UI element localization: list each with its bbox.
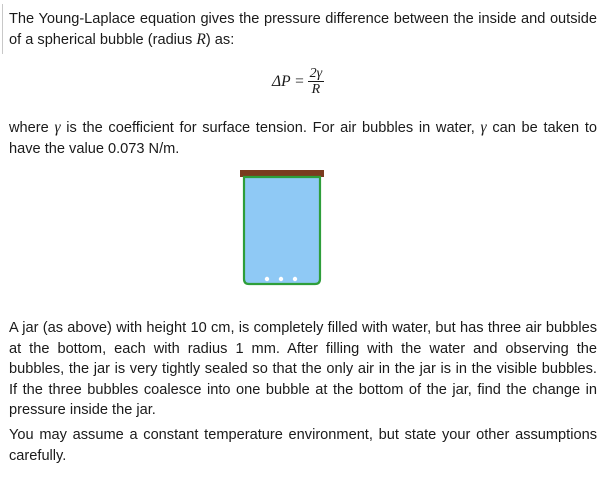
equation-fraction bbox=[308, 66, 325, 98]
jar-figure bbox=[239, 169, 325, 291]
intro-text-start: The Young-Laplace equation gives the pressure difference between the inside and outside of a spherical bubble (radius bbox=[9, 11, 597, 48]
air-bubble bbox=[265, 277, 269, 281]
equation-numerator: 2γ bbox=[309, 66, 323, 81]
radius-symbol: R bbox=[196, 30, 206, 48]
gamma-symbol: γ bbox=[480, 119, 487, 136]
definition-paragraph bbox=[9, 118, 597, 159]
air-bubble bbox=[279, 277, 283, 281]
assumption-paragraph: You may assume a constant temperature environment, but state your other assumptions carefully. bbox=[9, 427, 597, 464]
intro-paragraph bbox=[9, 9, 597, 50]
problem-paragraph: A jar (as above) with height 10 cm, is completely filled with water, but has three air bubbles at the bottom, each with radius 1 mm. After filling with the water and observing the bubbles, the jar is very tightly sealed so that the only air in the jar is in the visible bubbles. If the three bubbles coalesce into one bubble at the bottom of the jar, find the change in pressure inside the jar. bbox=[9, 320, 597, 418]
young-laplace-equation bbox=[272, 66, 324, 98]
definition-text-a: where bbox=[9, 120, 55, 136]
jar-body bbox=[244, 177, 320, 284]
equation-denominator: R bbox=[311, 82, 321, 97]
definition-text-b: is the coefficient for surface tension. For air bubbles in water, bbox=[60, 120, 481, 136]
gamma-symbol: γ bbox=[54, 119, 61, 136]
intro-text-end: ) as: bbox=[205, 31, 235, 48]
left-margin-rule bbox=[2, 4, 3, 54]
equation-lhs: ΔP = bbox=[272, 73, 305, 90]
definition-text-c: can be taken to have the value 0.073 N/m. bbox=[9, 120, 598, 157]
air-bubble bbox=[293, 277, 297, 281]
